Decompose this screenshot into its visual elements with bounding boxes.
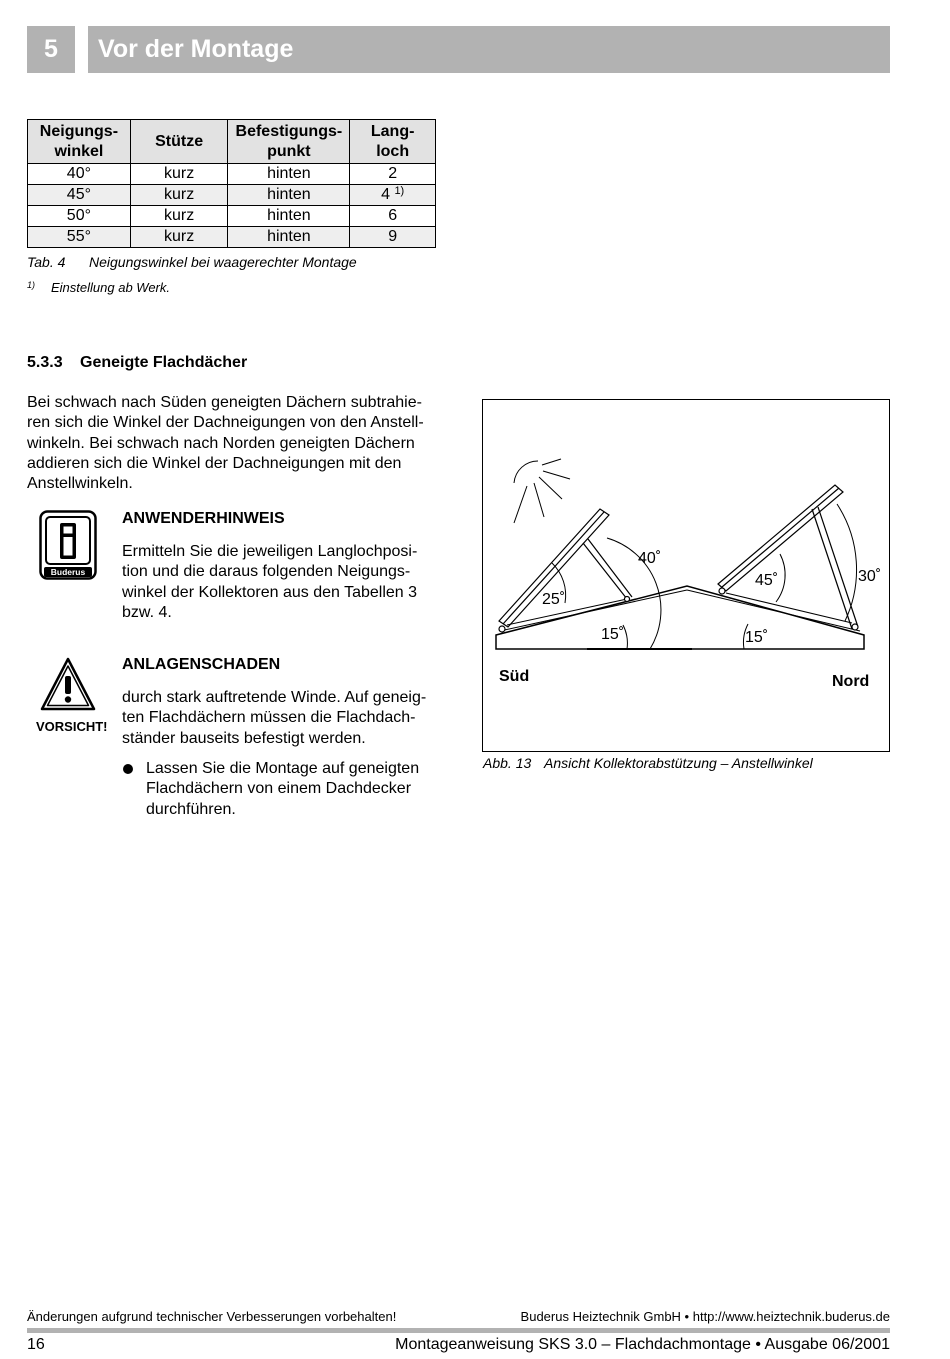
warning-text: durch stark auftretende Winde. Auf geneig- ten Flachdächern müssen die Flachdach- ständer bauseits befestigt werden.: [122, 689, 427, 747]
footnote-ref: 1): [394, 185, 405, 197]
section-title: Geneigte Flachdächer: [80, 354, 248, 371]
table-header-row: [28, 120, 436, 164]
cell-winkel: 45°: [28, 185, 131, 206]
table-row: [28, 206, 436, 227]
table-row: [28, 227, 436, 248]
cell-punkt: hinten: [228, 227, 350, 248]
footnote-text: Einstellung ab Werk.: [51, 280, 170, 295]
table-caption: [27, 254, 357, 270]
cell-stuetze: kurz: [130, 164, 228, 185]
table-row: [28, 164, 436, 185]
figure-caption-text: Ansicht Kollektorabstützung – Anstellwinkel: [544, 755, 813, 771]
angle-label-30: 30˚: [858, 568, 882, 585]
cell-stuetze: kurz: [130, 185, 228, 206]
chapter-title: Vor der Montage: [88, 26, 890, 73]
notice-heading: ANWENDERHINWEIS: [122, 510, 285, 527]
cell-punkt: hinten: [228, 164, 350, 185]
figure-caption-number: Abb. 13: [483, 755, 532, 771]
buderus-logo: Buderus: [50, 567, 86, 577]
warning-label: VORSICHT!: [36, 719, 108, 734]
notice-text: Ermitteln Sie die jeweiligen Langlochposi- tion und die daraus folgenden Neigungs- winkel der Kollektoren aus den Tabellen 3 bzw. 4.: [122, 543, 418, 621]
angle-label-15-south: 15˚: [601, 626, 625, 643]
footer-rule: [27, 1328, 890, 1333]
cell-loch: 6: [350, 206, 436, 227]
footer-disclaimer: Änderungen aufgrund technischer Verbesserungen vorbehalten!: [27, 1309, 397, 1324]
label-sued: Süd: [499, 668, 530, 685]
section-heading: [27, 354, 247, 372]
cell-punkt: hinten: [228, 206, 350, 227]
angle-label-25: 25˚: [542, 591, 566, 608]
table-row: [28, 185, 436, 206]
cell-winkel: 55°: [28, 227, 131, 248]
collector-angle-figure: [482, 399, 890, 752]
cell-loch: 9: [350, 227, 436, 248]
cell-stuetze: kurz: [130, 206, 228, 227]
document-title: Montageanweisung SKS 3.0 – Flachdachmontage • Ausgabe 06/2001: [395, 1336, 890, 1353]
angle-label-15-north: 15˚: [745, 629, 769, 646]
warning-triangle-icon: [40, 656, 96, 712]
column-header-stuetze: Stütze: [130, 120, 228, 164]
footer-company: Buderus Heiztechnik GmbH • http://www.heiztechnik.buderus.de: [520, 1309, 890, 1324]
info-icon: [39, 510, 97, 580]
bullet-text: Lassen Sie die Montage auf geneigten Flachdächern von einem Dachdecker durchführen.: [146, 760, 420, 818]
angle-label-45: 45˚: [755, 572, 779, 589]
bullet-icon: [123, 764, 133, 774]
table-footnote: [27, 280, 170, 295]
cell-loch: 4 $^{1)}$: [350, 185, 436, 206]
figure-caption: [483, 755, 813, 771]
page-number: 16: [27, 1336, 45, 1353]
column-header-punkt: Befestigungs- punkt: [228, 120, 350, 164]
label-nord: Nord: [832, 673, 870, 690]
section-paragraph: Bei schwach nach Süden geneigten Dächern subtrahie- ren sich die Winkel der Dachneigungen von den Anstell- winkeln. Bei schwach nach Norden geneigten Dächern addieren sich die Winkel der Dachneigungen mit den Anstellwinkeln.: [27, 394, 424, 493]
column-header-loch: Lang- loch: [350, 120, 436, 164]
cell-winkel: 40°: [28, 164, 131, 185]
footnote-mark: 1): [27, 280, 36, 290]
cell-stuetze: kurz: [130, 227, 228, 248]
section-number: 5.3.3: [27, 354, 63, 371]
table-caption-number: Tab. 4: [27, 254, 66, 270]
angle-label-40: 40˚: [638, 550, 662, 567]
cell-loch: 2: [350, 164, 436, 185]
cell-winkel: 50°: [28, 206, 131, 227]
warning-heading: ANLAGENSCHADEN: [122, 656, 281, 673]
inclination-table: [27, 119, 436, 248]
cell-punkt: hinten: [228, 185, 350, 206]
chapter-number: 5: [27, 26, 75, 73]
table-caption-text: Neigungswinkel bei waagerechter Montage: [89, 254, 357, 270]
column-header-winkel: Neigungs- winkel: [28, 120, 131, 164]
